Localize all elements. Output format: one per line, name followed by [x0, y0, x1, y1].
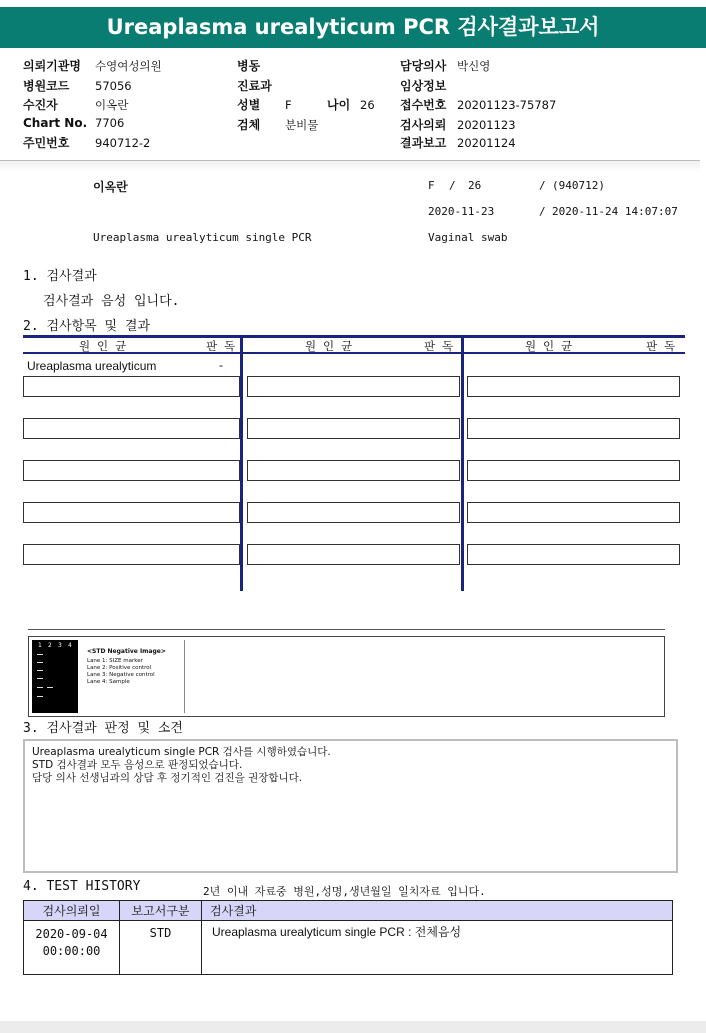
gel-lane-label: 4 — [68, 642, 72, 649]
header-row-doctor — [400, 57, 490, 74]
results-col-header — [464, 338, 685, 353]
result-cell — [467, 544, 680, 565]
summary-age: 26 — [468, 179, 482, 192]
summary-sex: F — [428, 179, 435, 192]
gel-image-panel — [28, 636, 665, 717]
result-pathogen: Ureaplasma urealyticum — [27, 359, 157, 373]
summary-request-date: 2020-11-23 — [428, 205, 495, 218]
label-hospital: 의뢰기관명 — [23, 59, 81, 73]
gel-lane-label: 2 — [48, 642, 52, 649]
value-age: 26 — [360, 98, 375, 112]
gel-band — [37, 654, 43, 655]
label-hospital-code: 병원코드 — [23, 79, 70, 93]
history-header-row — [24, 901, 673, 921]
result-cell — [467, 418, 680, 439]
history-time: 00:00:00 — [42, 944, 101, 958]
section4-heading: 4. TEST HISTORY — [23, 879, 141, 894]
page-bottom-strip — [0, 1021, 706, 1033]
header-row-request-date — [400, 116, 516, 133]
col-header-judgement: 판 독 — [424, 339, 454, 353]
results-grid-divider — [461, 335, 464, 591]
opinion-line: STD 검사결과 모두 음성으로 판정되었습니다. — [32, 759, 243, 771]
gel-band — [37, 678, 43, 679]
gel-legend-line: Lane 2: Positive control — [87, 665, 152, 671]
value-receipt-no: 20201123-75787 — [457, 98, 557, 112]
value-hospital-code: 57056 — [95, 79, 132, 93]
label-specimen: 검체 — [237, 118, 261, 132]
result-cell — [247, 460, 460, 481]
results-grid-divider — [240, 335, 243, 591]
header-row-department — [237, 77, 285, 94]
value-doctor: 박신영 — [457, 59, 491, 73]
result-cell — [247, 502, 460, 523]
result-cell — [467, 460, 680, 481]
gel-legend-line: Lane 3: Negative control — [87, 672, 155, 678]
result-cell — [23, 418, 240, 439]
result-cell — [23, 544, 240, 565]
header-row-specimen — [237, 116, 318, 133]
header-row-patient — [23, 96, 128, 113]
value-patient: 이옥란 — [95, 98, 129, 112]
value-chart-no: 7706 — [95, 116, 125, 130]
report-title: Ureaplasma urealyticum PCR 검사결과보고서 — [0, 7, 706, 48]
gel-lane-label: 1 — [38, 642, 42, 649]
gel-legend-line: Lane 4: Sample — [87, 679, 130, 685]
label-request-date: 검사의뢰 — [400, 118, 447, 132]
result-cell — [23, 376, 240, 397]
summary-slash: / — [539, 179, 546, 192]
section1-heading: 1. 검사결과 — [23, 269, 97, 284]
history-cell-result: Ureaplasma urealyticum single PCR : 전체음성 — [202, 921, 673, 975]
gel-band — [47, 687, 53, 688]
value-sex: F — [285, 98, 292, 112]
gel-band — [37, 670, 43, 671]
value-report-date: 20201124 — [457, 136, 516, 150]
label-receipt-no: 접수번호 — [400, 98, 447, 112]
results-col-header — [23, 338, 240, 353]
result-cell — [23, 502, 240, 523]
history-date: 2020-09-04 — [35, 927, 108, 941]
section2-heading: 2. 검사항목 및 결과 — [23, 319, 151, 334]
label-chart-no: Chart No. — [23, 116, 88, 130]
value-resident-no: 940712-2 — [95, 136, 151, 150]
result-cell — [247, 544, 460, 565]
gel-top-rule — [28, 629, 665, 630]
label-sex: 성별 — [237, 98, 261, 112]
col-header-pathogen: 원 인 균 — [305, 339, 353, 353]
result-cell — [247, 376, 460, 397]
label-ward: 병동 — [237, 59, 261, 73]
gel-image — [32, 640, 78, 713]
header-row-hospital-code — [23, 77, 132, 94]
section3-heading: 3. 검사결과 판정 및 소견 — [23, 721, 183, 736]
label-department: 진료과 — [237, 79, 272, 93]
label-age: 나이 — [327, 98, 351, 112]
label-patient: 수진자 — [23, 98, 58, 112]
opinion-line: 담당 의사 선생님과의 상담 후 정기적인 검진을 권장합니다. — [32, 772, 303, 784]
value-request-date: 20201123 — [457, 118, 516, 132]
summary-name: 이옥란 — [93, 180, 128, 194]
history-cell-type: STD — [120, 921, 202, 975]
col-header-pathogen: 원 인 균 — [79, 339, 127, 353]
history-col-type: 보고서구분 — [120, 901, 202, 921]
summary-test-name: Ureaplasma urealyticum single PCR — [93, 231, 312, 244]
header-row-hospital — [23, 57, 162, 74]
header-row-ward — [237, 57, 285, 74]
header-divider — [0, 160, 700, 172]
header-row-receipt-no — [400, 96, 556, 113]
gel-legend-title: <STD Negative Image> — [87, 648, 166, 655]
summary-slash: / — [449, 179, 456, 192]
gel-legend-line: Lane 1: SIZE marker — [87, 658, 143, 664]
col-header-judgement: 판 독 — [206, 339, 236, 353]
section1-result: 검사결과 음성 입니다. — [43, 294, 180, 309]
result-cell — [467, 502, 680, 523]
history-cell-date — [24, 921, 120, 975]
gel-band — [37, 696, 43, 697]
label-doctor: 담당의사 — [400, 59, 447, 73]
result-cell — [23, 460, 240, 481]
result-cell — [247, 418, 460, 439]
history-col-result: 검사결과 — [202, 901, 673, 921]
header-row-chart-no — [23, 116, 124, 130]
summary-slash: / — [539, 205, 546, 218]
results-col-header — [243, 338, 461, 353]
opinion-line: Ureaplasma urealyticum single PCR 검사를 시행하였습니다. — [32, 746, 331, 758]
value-hospital: 수영여성의원 — [95, 59, 162, 73]
section4-note: 2년 이내 자료중 병원,성명,생년월일 일치자료 입니다. — [203, 885, 486, 898]
summary-birth: (940712) — [552, 179, 605, 192]
value-specimen: 분비물 — [285, 118, 319, 132]
header-row-age — [327, 96, 375, 113]
label-resident-no: 주민번호 — [23, 136, 70, 150]
summary-specimen: Vaginal swab — [428, 231, 508, 244]
summary-report-datetime: 2020-11-24 14:07:07 — [552, 205, 678, 218]
col-header-judgement: 판 독 — [646, 339, 676, 353]
label-clinical-info: 임상정보 — [400, 79, 447, 93]
gel-lane-label: 3 — [58, 642, 62, 649]
gel-legend — [81, 640, 185, 713]
col-header-pathogen: 원 인 균 — [525, 339, 573, 353]
header-row-sex — [237, 96, 292, 113]
label-report-date: 결과보고 — [400, 136, 447, 150]
history-table — [23, 900, 673, 975]
gel-band — [37, 687, 43, 688]
result-cell — [467, 376, 680, 397]
header-row-clinical-info — [400, 77, 457, 94]
table-row — [24, 921, 673, 975]
gel-band — [37, 662, 43, 663]
opinion-box — [23, 739, 678, 873]
result-judgement: - — [219, 358, 223, 372]
header-row-report-date — [400, 134, 516, 151]
history-col-date: 검사의뢰일 — [24, 901, 120, 921]
header-row-resident-no — [23, 134, 150, 151]
